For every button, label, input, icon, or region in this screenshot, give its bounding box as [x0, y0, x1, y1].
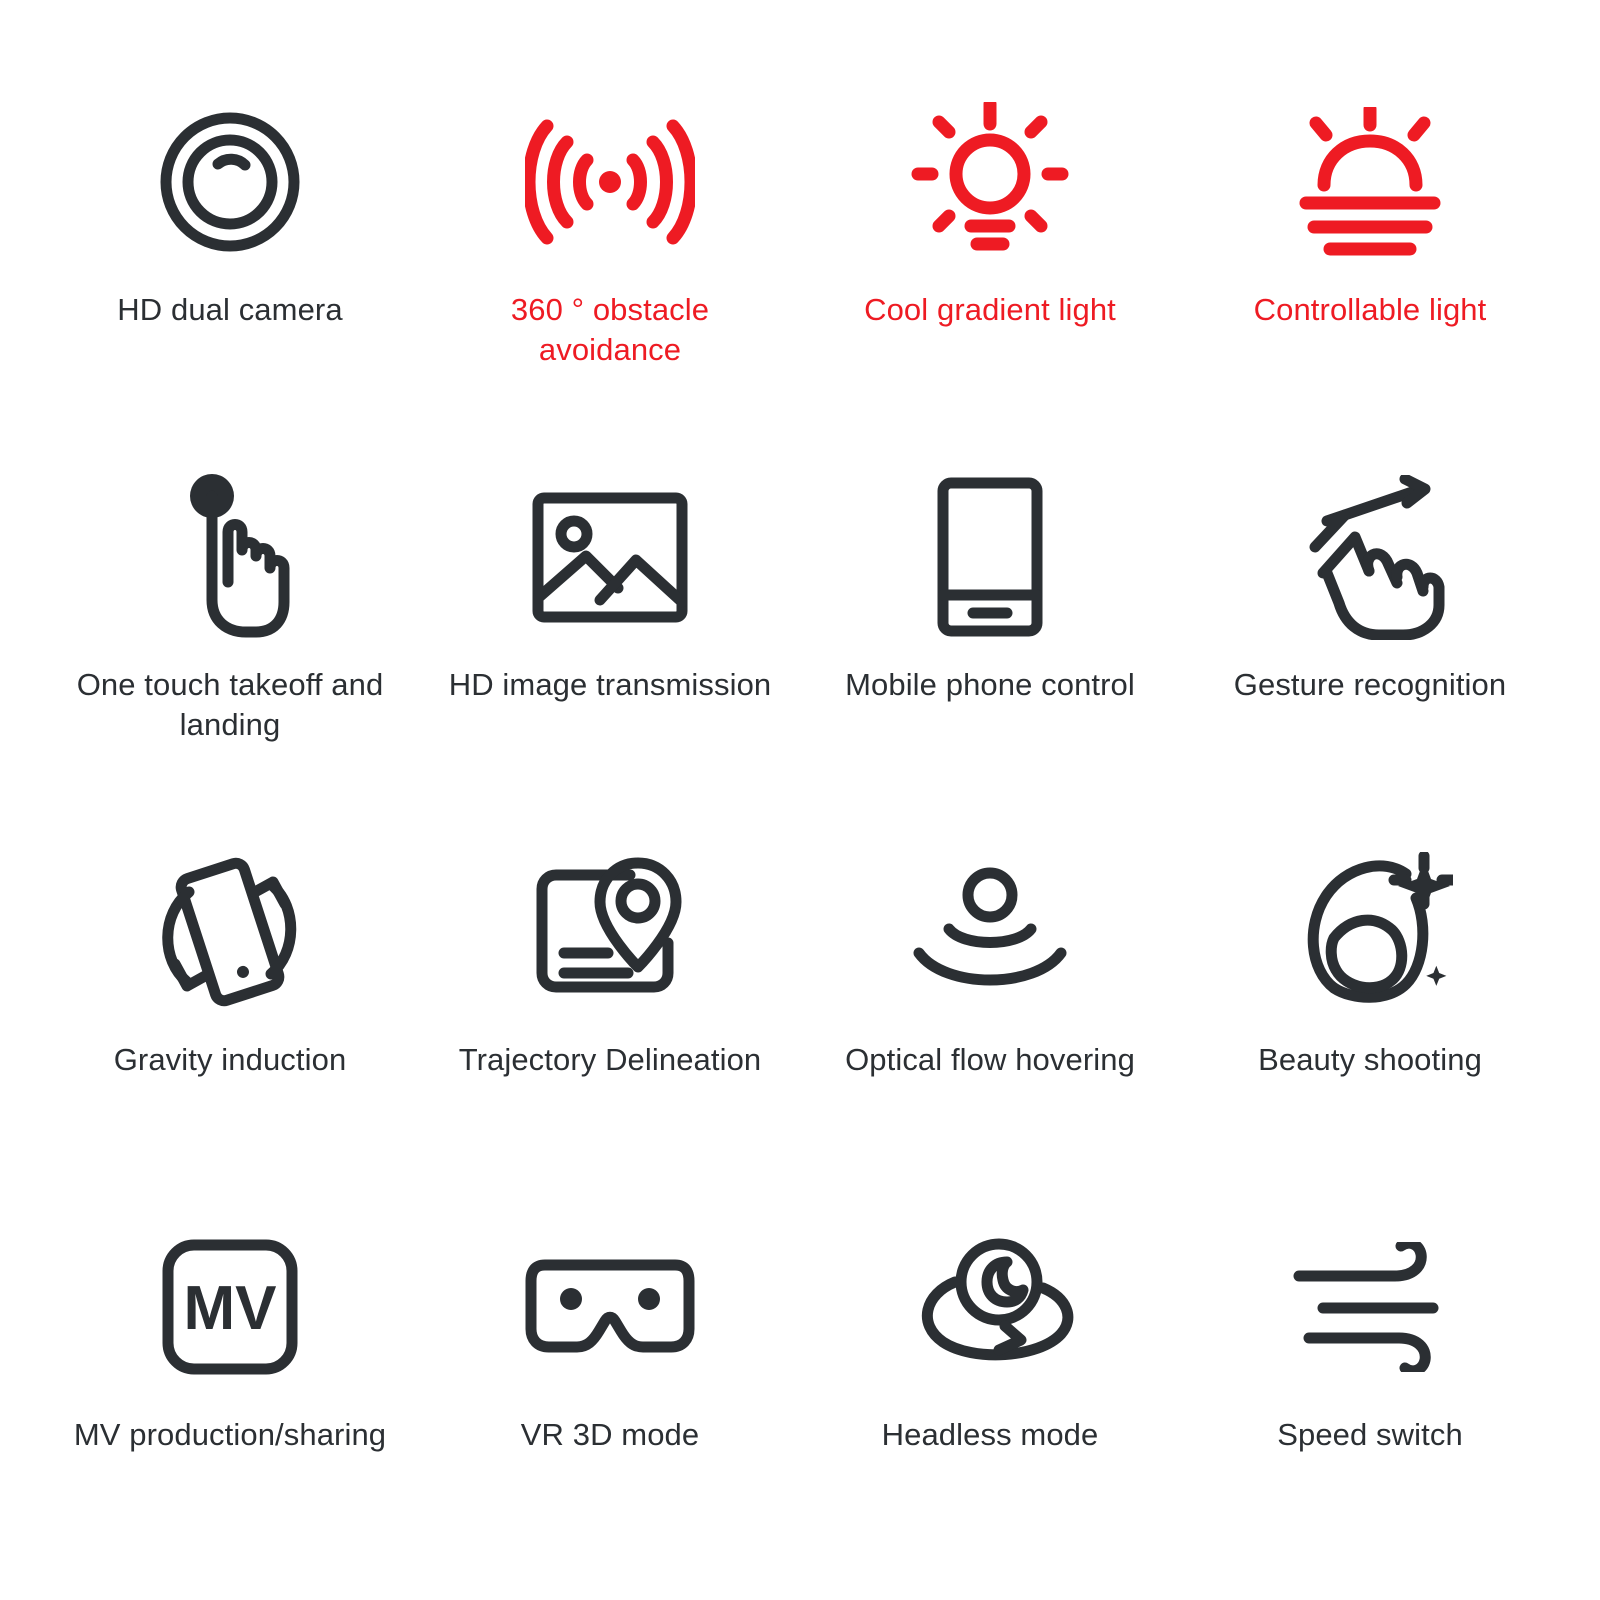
feature-label: VR 3D mode	[520, 1417, 700, 1452]
feature-item-mv-production	[40, 1185, 420, 1560]
mv-label: MV	[183, 1274, 277, 1343]
feature-item-gravity-induction	[40, 810, 420, 1185]
feature-label: Optical flow hovering	[845, 1042, 1135, 1077]
mobile-phone-icon	[900, 467, 1080, 647]
feature-label: Controllable light	[1253, 292, 1487, 327]
feature-item-vr-3d-mode	[420, 1185, 800, 1560]
feature-item-hd-dual-camera	[40, 60, 420, 435]
gesture-hand-icon	[1280, 467, 1460, 647]
vr-goggles-icon	[520, 1217, 700, 1397]
feature-label: HD dual camera	[117, 292, 343, 327]
optical-flow-icon	[900, 842, 1080, 1022]
feature-item-hd-image-transmission	[420, 435, 800, 810]
feature-item-controllable-light	[1180, 60, 1560, 435]
feature-label: Cool gradient light	[864, 292, 1116, 327]
feature-item-gesture-recognition	[1180, 435, 1560, 810]
camera-lens-icon	[140, 92, 320, 272]
feature-label: HD image transmission	[448, 667, 772, 702]
image-transmission-icon	[520, 467, 700, 647]
feature-label: One touch takeoff and landing	[76, 667, 384, 743]
feature-item-cool-gradient-light	[800, 60, 1180, 435]
feature-item-mobile-phone-control	[800, 435, 1180, 810]
feature-item-beauty-shooting	[1180, 810, 1560, 1185]
feature-item-headless-mode	[800, 1185, 1180, 1560]
feature-label: Beauty shooting	[1258, 1042, 1482, 1077]
feature-label: Mobile phone control	[845, 667, 1135, 702]
trajectory-map-pin-icon	[520, 842, 700, 1022]
headless-mode-icon	[900, 1217, 1080, 1397]
obstacle-avoidance-icon	[520, 92, 700, 272]
feature-item-optical-flow-hovering	[800, 810, 1180, 1185]
feature-label: Gravity induction	[113, 1042, 347, 1077]
feature-item-one-touch-takeoff	[40, 435, 420, 810]
mv-badge-icon	[140, 1217, 320, 1397]
feature-item-obstacle-avoidance	[420, 60, 800, 435]
feature-label: 360 ° obstacle avoidance	[510, 292, 710, 368]
beauty-face-icon	[1280, 842, 1460, 1022]
feature-label: Trajectory Delineation	[458, 1042, 762, 1077]
gradient-light-icon	[900, 92, 1080, 272]
feature-label: Headless mode	[881, 1417, 1099, 1452]
feature-label: Gesture recognition	[1233, 667, 1507, 702]
feature-label: MV production/sharing	[73, 1417, 387, 1452]
controllable-light-icon	[1280, 92, 1460, 272]
gravity-induction-icon	[140, 842, 320, 1022]
wind-speed-icon	[1280, 1217, 1460, 1397]
feature-item-trajectory-delineation	[420, 810, 800, 1185]
feature-label: Speed switch	[1277, 1417, 1463, 1452]
feature-item-speed-switch	[1180, 1185, 1560, 1560]
one-touch-finger-icon	[140, 467, 320, 647]
